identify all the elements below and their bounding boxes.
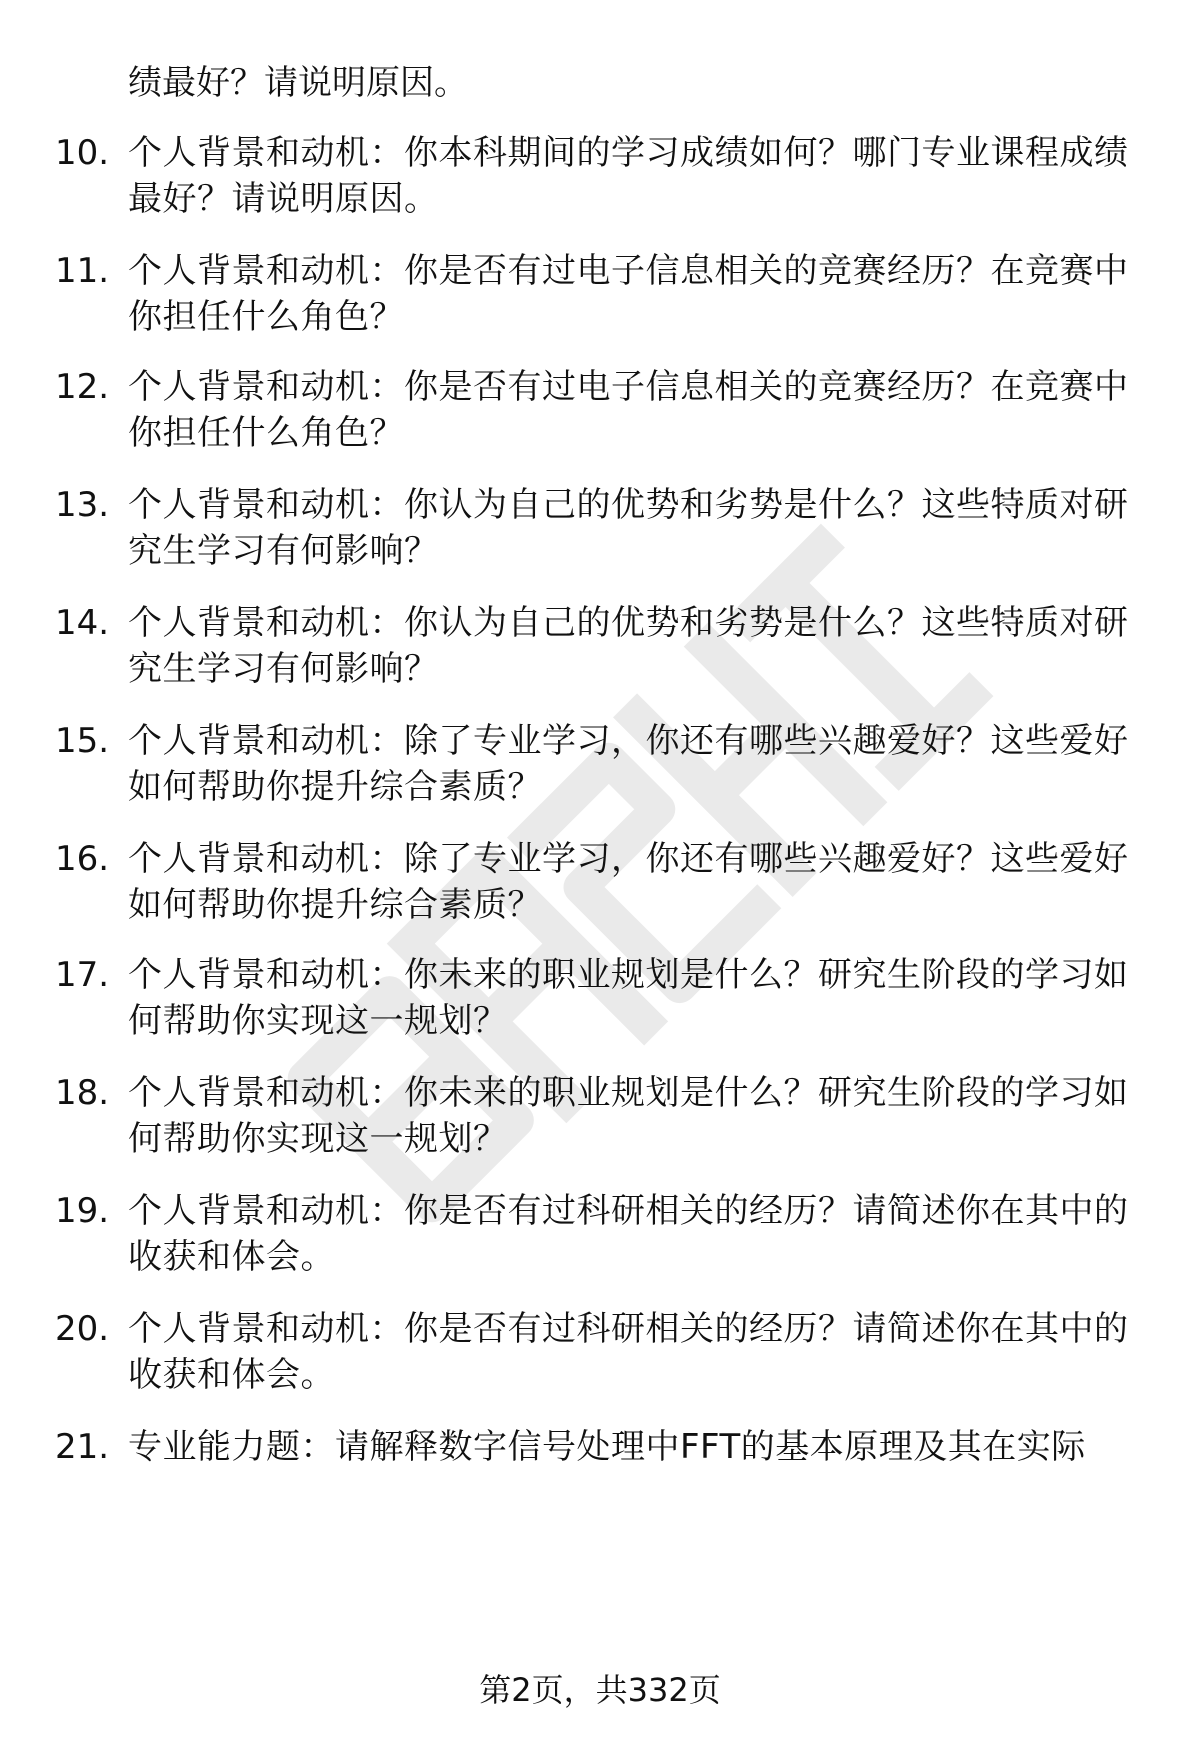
question-number: 19. bbox=[55, 1191, 110, 1231]
question-text: 个人背景和动机：你认为自己的优势和劣势是什么？这些特质对研究生学习有何影响？ bbox=[128, 603, 1129, 689]
question-number: 13. bbox=[55, 485, 110, 525]
question-text: 个人背景和动机：你未来的职业规划是什么？研究生阶段的学习如何帮助你实现这一规划？ bbox=[128, 1073, 1129, 1159]
question-text: 个人背景和动机：你是否有过电子信息相关的竞赛经历？在竞赛中你担任什么角色？ bbox=[128, 251, 1129, 337]
question-number: 10. bbox=[55, 133, 110, 173]
question-item bbox=[0, 600, 1200, 720]
question-number: 20. bbox=[55, 1309, 110, 1349]
question-item bbox=[0, 836, 1200, 956]
question-item bbox=[0, 1070, 1200, 1190]
question-number: 11. bbox=[55, 251, 110, 291]
question-text: 个人背景和动机：你是否有过科研相关的经历？请简述你在其中的收获和体会。 bbox=[128, 1191, 1129, 1277]
question-item bbox=[0, 1188, 1200, 1308]
question-text: 个人背景和动机：除了专业学习，你还有哪些兴趣爱好？这些爱好如何帮助你提升综合素质？ bbox=[128, 721, 1129, 807]
question-text: 个人背景和动机：你本科期间的学习成绩如何？哪门专业课程成绩最好？请说明原因。 bbox=[128, 133, 1129, 219]
question-number: 18. bbox=[55, 1073, 110, 1113]
question-number: 15. bbox=[55, 721, 110, 761]
question-text: 个人背景和动机：你认为自己的优势和劣势是什么？这些特质对研究生学习有何影响？ bbox=[128, 485, 1129, 571]
question-number: 12. bbox=[55, 367, 110, 407]
question-item bbox=[0, 482, 1200, 602]
question-item bbox=[0, 364, 1200, 484]
question-text: 个人背景和动机：你未来的职业规划是什么？研究生阶段的学习如何帮助你实现这一规划？ bbox=[128, 955, 1129, 1041]
question-number: 21. bbox=[55, 1427, 110, 1467]
question-item bbox=[0, 248, 1200, 368]
question-item bbox=[0, 1424, 1200, 1544]
carryover-text: 绩最好？请说明原因。 bbox=[128, 63, 468, 103]
question-text: 专业能力题：请解释数字信号处理中FFT的基本原理及其在实际 bbox=[128, 1427, 1086, 1467]
question-number: 16. bbox=[55, 839, 110, 879]
question-text: 个人背景和动机：你是否有过电子信息相关的竞赛经历？在竞赛中你担任什么角色？ bbox=[128, 367, 1129, 453]
question-item bbox=[0, 130, 1200, 250]
question-text: 个人背景和动机：你是否有过科研相关的经历？请简述你在其中的收获和体会。 bbox=[128, 1309, 1129, 1395]
page-footer: 第2页，共332页 bbox=[479, 1671, 721, 1709]
question-item bbox=[0, 952, 1200, 1072]
question-item bbox=[0, 718, 1200, 838]
question-item bbox=[0, 1306, 1200, 1426]
question-number: 17. bbox=[55, 955, 110, 995]
question-number: 14. bbox=[55, 603, 110, 643]
question-text: 个人背景和动机：除了专业学习，你还有哪些兴趣爱好？这些爱好如何帮助你提升综合素质？ bbox=[128, 839, 1129, 925]
